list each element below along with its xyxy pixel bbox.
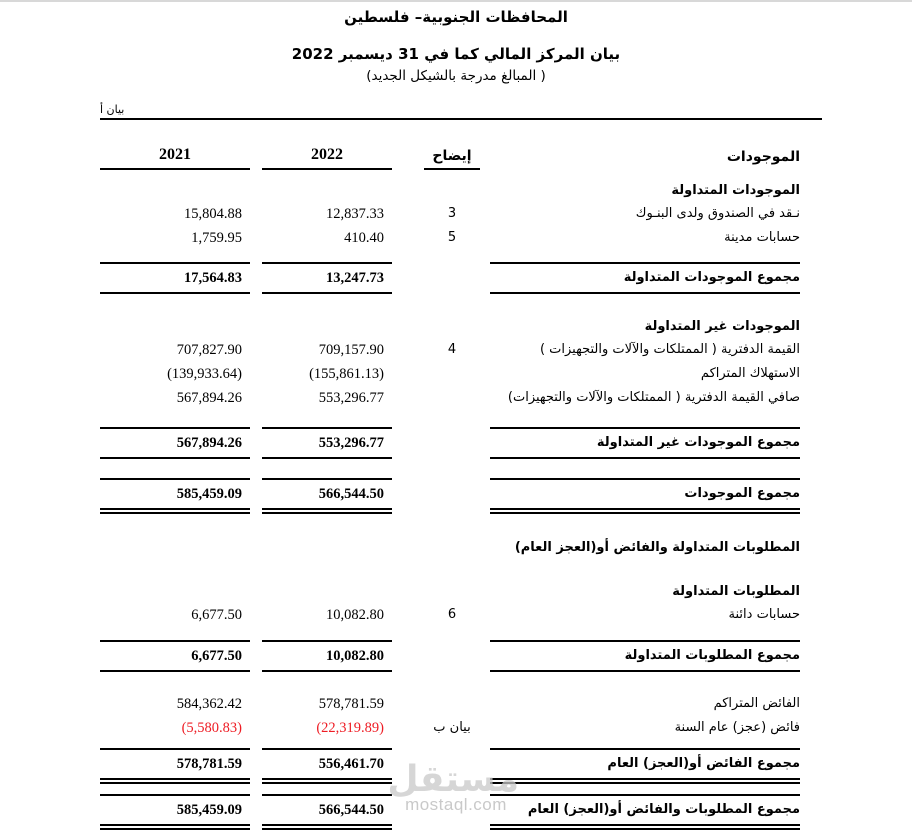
page-header [0,2,912,86]
amount-2021: 578,781.59 [100,748,250,784]
note-ref: 3 [447,206,457,221]
line-item-row [0,362,912,386]
section-header-row [0,539,912,557]
total-label: مجموع الفائض أو(العجز) العام [490,748,800,784]
organization-title: المحافظات الجنوبية– فلسطين [344,8,568,26]
amount-2021: 567,894.26 [176,390,242,406]
statement-ref: بيان أ [100,103,125,116]
amount-2021: (139,933.64) [167,366,242,382]
statement-ref-rule [100,98,822,120]
note-ref: 6 [447,607,457,622]
item-label: القيمة الدفترية ( الممتلكات والآلات والتجهيزات ) [539,342,800,357]
line-item-row [0,226,912,250]
amount-2021: (5,580.83) [181,720,242,736]
amount-2021: 707,827.90 [176,342,242,358]
currency-note: ( المبالغ مدرجة بالشيكل الجديد) [366,68,546,84]
section-label: الموجودات غير المتداولة [644,319,800,334]
note-column-header: إيضاح [424,148,480,170]
note-ref: 5 [447,230,457,245]
section-label: المطلوبات المتداولة والفائض أو(العجز العام) [514,540,800,555]
amount-2022: (22,319.89) [316,720,384,736]
watermark-arabic-text: مستقل [387,759,519,800]
grand-total-row [0,478,912,514]
amount-2022: 553,296.77 [318,390,384,406]
amount-2022: 10,082.80 [262,640,392,672]
section-label: المطلوبات المتداولة [672,584,800,599]
total-row [0,262,912,294]
amount-2022: 13,247.73 [262,262,392,294]
table-header-row [0,146,912,170]
amount-2021: 17,564.83 [100,262,250,294]
section-label: الموجودات المتداولة [671,183,800,198]
amount-2022: 566,544.50 [262,794,392,830]
total-label: مجموع الموجودات غير المتداولة [490,427,800,459]
note-ref: بيان ب [433,720,471,735]
amount-2022: 566,544.50 [262,478,392,514]
item-label: الفائض المتراكم [713,696,800,711]
line-item-row [0,338,912,362]
amount-2021: 567,894.26 [100,427,250,459]
amount-2021: 6,677.50 [191,607,242,623]
amount-2021: 585,459.09 [100,478,250,514]
amount-2021: 6,677.50 [100,640,250,672]
line-item-row [0,716,912,740]
section-header-row [0,318,912,336]
watermark-latin-text: mostaql.com [405,795,507,814]
year-2021-header: 2021 [100,146,250,170]
total-row [0,640,912,672]
amount-2022: 12,837.33 [326,206,384,222]
line-item-row [0,692,912,716]
amount-2022: 709,157.90 [318,342,384,358]
statement-title: بيان المركز المالي كما في 31 ديسمبر 2022 [291,45,621,63]
item-label: فائض (عجز) عام السنة [674,720,800,735]
amount-2022: 410.40 [344,230,384,246]
amount-2022: 578,781.59 [318,696,384,712]
item-label: الاستهلاك المتراكم [700,366,800,381]
line-item-row [0,386,912,410]
amount-2021: 1,759.95 [191,230,242,246]
item-label: صافي القيمة الدفترية ( الممتلكات والآلات والتجهيزات) [507,390,800,405]
grand-total-row [0,794,912,830]
assets-header: الموجودات [726,149,800,165]
balance-sheet-table [0,146,912,830]
total-row [0,427,912,459]
amount-2022: 553,296.77 [262,427,392,459]
total-label: مجموع المطلوبات المتداولة [490,640,800,672]
section-header-row [0,583,912,601]
total-label: مجموع الموجودات المتداولة [490,262,800,294]
amount-2021: 15,804.88 [184,206,242,222]
year-2022-header: 2022 [262,146,392,170]
line-item-row [0,202,912,226]
total-label: مجموع الموجودات [490,478,800,514]
item-label: نـقد في الصندوق ولدى البنـوك [635,206,800,221]
amount-2022: 556,461.70 [262,748,392,784]
line-item-row [0,603,912,627]
note-ref: 4 [447,342,457,357]
amount-2022: 10,082.80 [326,607,384,623]
amount-2021: 584,362.42 [176,696,242,712]
amount-2022: (155,861.13) [309,366,384,382]
section-header-row [0,182,912,200]
item-label: حسابات مدينة [724,230,800,245]
grand-total-row [0,748,912,784]
total-label: مجموع المطلوبات والفائض أو(العجز) العام [490,794,800,830]
item-label: حسابات دائنة [728,607,800,622]
amount-2021: 585,459.09 [100,794,250,830]
